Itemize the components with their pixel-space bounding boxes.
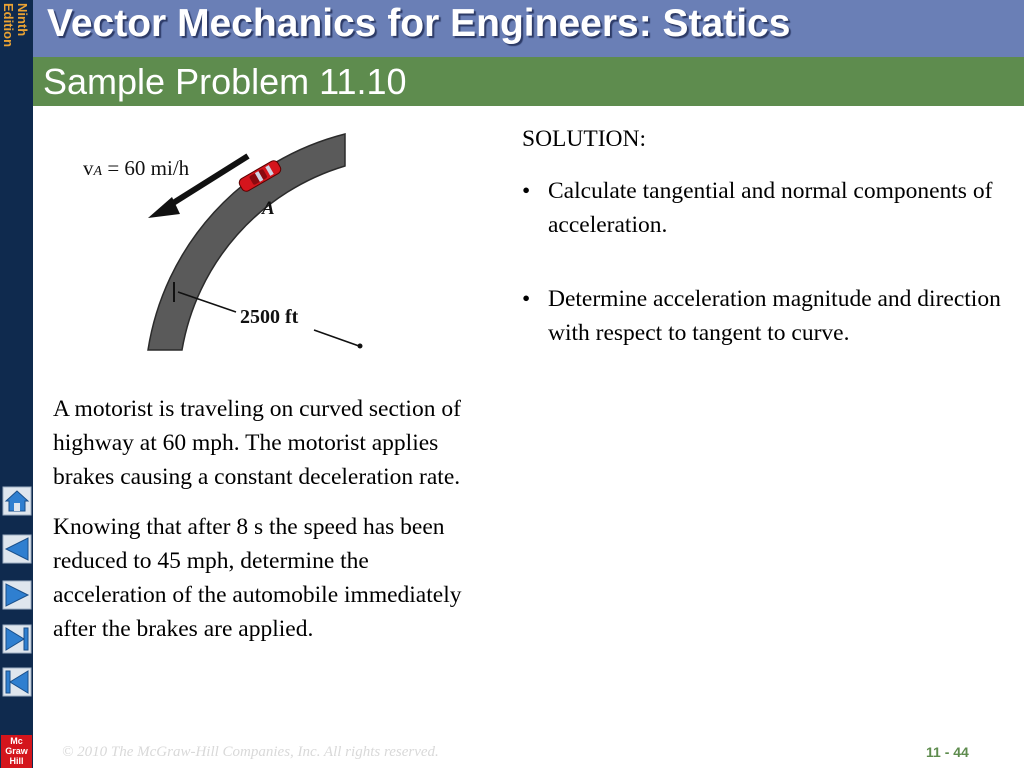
- radius-line-2: [314, 330, 359, 346]
- problem-paragraph-2: Knowing that after 8 s the speed has been reduced to 45 mph, determine the acceleration of the automobile immediately after the brakes are applied.: [53, 514, 462, 642]
- road-diagram: [70, 118, 390, 358]
- solution-bullets: [522, 174, 1002, 350]
- solution-bullet-1: • Calculate tangential and normal components of acceleration.: [522, 174, 1002, 242]
- page-number: 11 - 44: [926, 744, 969, 760]
- next-slide-button[interactable]: [0, 578, 33, 612]
- page-subtitle: Sample Problem 11.10: [43, 61, 407, 102]
- solution-heading: SOLUTION:: [522, 126, 647, 152]
- previous-slide-icon: [2, 534, 32, 564]
- velocity-subscript: A: [93, 164, 103, 179]
- problem-statement: [53, 392, 483, 662]
- title-bar: [33, 0, 1024, 57]
- center-point: [358, 344, 363, 349]
- home-button[interactable]: [0, 484, 33, 518]
- last-slide-button[interactable]: [0, 622, 33, 656]
- velocity-symbol: v: [83, 156, 94, 180]
- edition-label: [1, 3, 31, 59]
- next-slide-icon: [2, 580, 32, 610]
- subtitle-bar: [33, 57, 1024, 106]
- sidebar: [0, 0, 33, 768]
- curved-road-figure: [70, 118, 390, 358]
- velocity-label: [83, 156, 189, 181]
- edition-line-1: Ninth: [15, 3, 30, 37]
- previous-slide-button[interactable]: [0, 532, 33, 566]
- radius-label: 2500 ft: [240, 306, 299, 328]
- last-slide-icon: [2, 624, 32, 654]
- logo-line-1: Mc: [10, 736, 23, 746]
- copyright-notice: © 2010 The McGraw-Hill Companies, Inc. All rights reserved.: [62, 744, 439, 760]
- problem-paragraph-1: A motorist is traveling on curved section of highway at 60 mph. The motorist applies brakes causing a constant deceleration rate.: [53, 396, 461, 490]
- logo-line-3: Hill: [9, 756, 24, 766]
- home-icon: [2, 486, 32, 516]
- velocity-value: = 60 mi/h: [107, 156, 190, 180]
- edition-line-2: Edition: [1, 3, 16, 48]
- point-a-label: A: [262, 198, 275, 219]
- publisher-logo: [1, 735, 32, 768]
- logo-line-2: Graw: [5, 746, 28, 756]
- solution-bullet-2: • Determine acceleration magnitude and direction with respect to tangent to curve.: [522, 282, 1002, 350]
- return-button[interactable]: [0, 665, 33, 699]
- page-title: Vector Mechanics for Engineers: Statics: [47, 2, 791, 45]
- return-icon: [2, 667, 32, 697]
- solution-section: [522, 122, 1002, 350]
